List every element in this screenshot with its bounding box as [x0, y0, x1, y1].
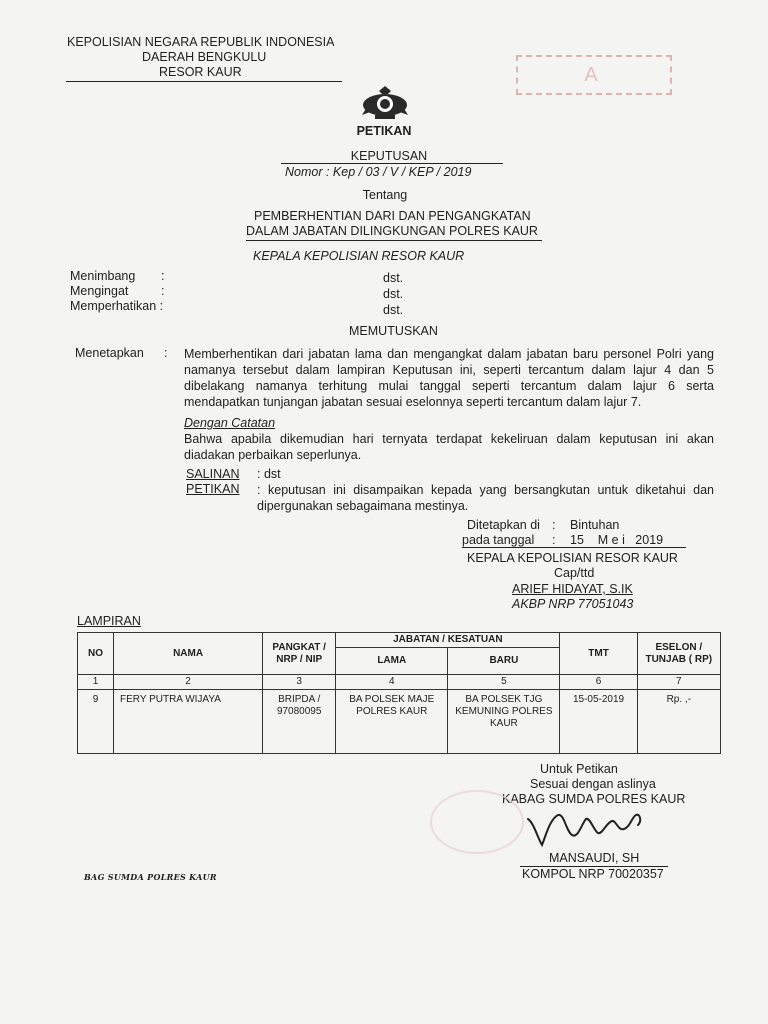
column-number: 5 [448, 675, 560, 690]
keputusan-subject-line1: PEMBERHENTIAN DARI DAN PENGANGKATAN [254, 209, 531, 223]
header-nama: NAMA [114, 633, 263, 675]
consideration-colon: : [161, 284, 165, 298]
consideration-value: dst. [383, 303, 404, 317]
petikan-label: PETIKAN [186, 482, 240, 496]
letterhead-line1: KEPOLISIAN NEGARA REPUBLIK INDONESIA [67, 35, 335, 49]
lampiran-title: LAMPIRAN [77, 614, 141, 628]
petikan-title: PETIKAN [356, 124, 412, 138]
certification-line1: Untuk Petikan [540, 762, 618, 776]
consideration-value: dst. [383, 287, 404, 301]
consideration-label: Memperhatikan : [70, 299, 164, 313]
certification-rank: KOMPOL NRP 70020357 [522, 867, 664, 881]
column-number: 6 [560, 675, 637, 690]
salinan-label: SALINAN [186, 467, 240, 481]
header-no: NO [78, 633, 114, 675]
column-number: 2 [114, 675, 263, 690]
column-number: 1 [78, 675, 114, 690]
salinan-value: : dst [257, 467, 281, 481]
consideration-value: dst. [383, 271, 404, 285]
cell-lama: BA POLSEK MAJE POLRES KAUR [336, 690, 448, 754]
header-jabatan: JABATAN / KESATUAN [336, 633, 560, 648]
cell-pangkat: BRIPDA / 97080095 [263, 690, 336, 754]
keputusan-tentang: Tentang [362, 188, 408, 202]
tanggal-value: 15 M e i 2019 [570, 533, 664, 547]
cell-eselon: Rp. ,- [637, 690, 720, 754]
header-eselon: ESELON / TUNJAB ( RP) [637, 633, 720, 675]
subject-underline [246, 240, 542, 241]
column-number: 7 [637, 675, 720, 690]
keputusan-subject-line2: DALAM JABATAN DILINGKUNGAN POLRES KAUR [246, 224, 538, 238]
letterhead-line2: DAERAH BENGKULU [142, 50, 267, 64]
catatan-title: Dengan Catatan [184, 416, 276, 430]
ditetapkan-place: Bintuhan [570, 518, 620, 532]
column-number: 4 [336, 675, 448, 690]
tanggal-colon: : [552, 533, 556, 547]
police-emblem-icon [359, 85, 411, 123]
tanggal-underline [462, 547, 686, 548]
cell-no: 9 [78, 690, 114, 754]
ditetapkan-colon: : [552, 518, 556, 532]
faded-stamp: A [516, 55, 672, 95]
cell-tmt: 15-05-2019 [560, 690, 637, 754]
certification-name: MANSAUDI, SH [549, 851, 640, 865]
cap-ttd: Cap/ttd [554, 566, 595, 580]
consideration-label: Mengingat [70, 284, 129, 298]
tanggal-label: pada tanggal [462, 533, 535, 547]
memutuskan-heading: MEMUTUSKAN [349, 324, 438, 338]
petikan-value: : keputusan ini disampaikan kepada yang bersangkutan untuk diketahui dan dipergunakan sebagaimana mestinya. [257, 483, 714, 513]
consideration-label: Menimbang [70, 269, 136, 283]
header-lama: LAMA [336, 648, 448, 675]
header-baru: BARU [448, 648, 560, 675]
keputusan-title: KEPUTUSAN [350, 149, 428, 163]
cell-nama: FERY PUTRA WIJAYA [114, 690, 263, 754]
round-stamp [430, 790, 524, 854]
official-rank: AKBP NRP 77051043 [512, 597, 634, 611]
consideration-colon: : [161, 269, 165, 283]
ditetapkan-label: Ditetapkan di [467, 518, 540, 532]
lampiran-table [77, 632, 721, 754]
letterhead-underline [66, 81, 342, 82]
signature-icon [520, 805, 650, 853]
column-number-row [78, 675, 721, 690]
menetapkan-colon: : [164, 346, 168, 360]
column-number: 3 [263, 675, 336, 690]
footer-note: BAG SUMDA POLRES KAUR [84, 872, 217, 882]
keputusan-underline [281, 163, 503, 164]
certification-line2: Sesuai dengan aslinya [530, 777, 656, 791]
catatan-text: Bahwa apabila dikemudian hari ternyata terdapat kekeliruan dalam keputusan ini akan diadakan perbaikan seperlunya. [184, 432, 714, 462]
menetapkan-label: Menetapkan [75, 346, 144, 360]
keputusan-issuer: KEPALA KEPOLISIAN RESOR KAUR [253, 249, 465, 263]
letterhead-line3: RESOR KAUR [159, 65, 242, 79]
table-header-row [78, 633, 721, 648]
header-pangkat: PANGKAT / NRP / NIP [263, 633, 336, 675]
header-tmt: TMT [560, 633, 637, 675]
menetapkan-text: Memberhentikan dari jabatan lama dan mengangkat dalam jabatan baru personel Polri yang namanya tersebut dalam lampiran Keputusan ini, seperti tercantum dalam lajur 4 dan 5 dibelakang namanya terhitung mulai tanggal seperti tercantum dalam lajur 6 serta mendapatkan tunjangan jabatan sesuai eselonnya seperti tercantum dalam lajur 7. [184, 347, 714, 409]
official-name: ARIEF HIDAYAT, S.IK [512, 582, 633, 596]
cell-baru: BA POLSEK TJG KEMUNING POLRES KAUR [448, 690, 560, 754]
official-title: KEPALA KEPOLISIAN RESOR KAUR [467, 551, 678, 565]
table-row [78, 690, 721, 754]
keputusan-nomor: Nomor : Kep / 03 / V / KEP / 2019 [285, 165, 472, 179]
certification-line3: KABAG SUMDA POLRES KAUR [502, 792, 686, 806]
